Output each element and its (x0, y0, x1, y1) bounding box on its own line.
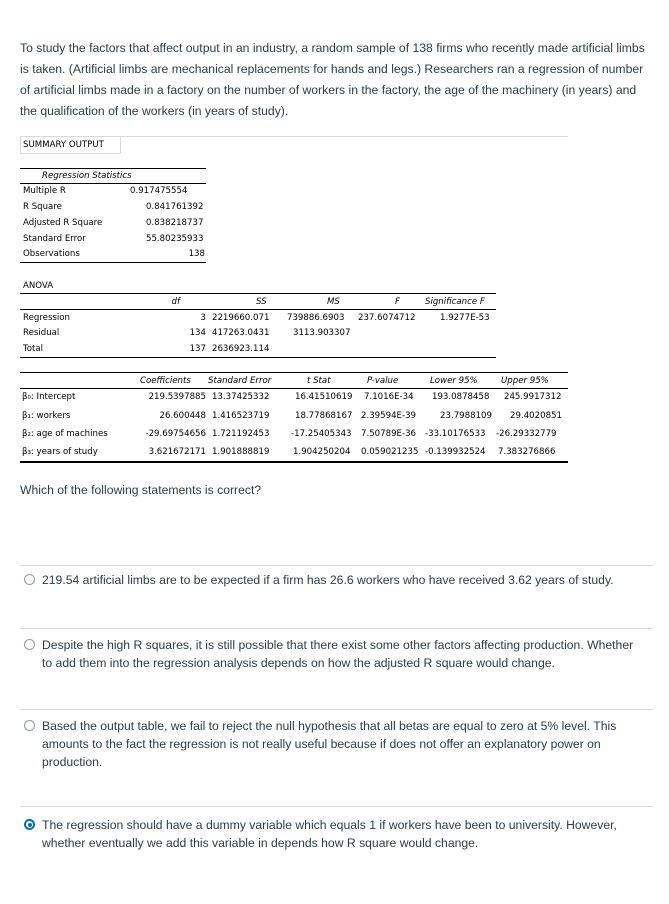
coef-upper: 29.4020851 (510, 411, 562, 421)
coef-header: Lower 95% (430, 376, 478, 386)
anova-title: ANOVA (23, 281, 54, 291)
reg-stat-label: Adjusted R Square (23, 218, 103, 228)
reg-stat-value: 0.917475554 (130, 186, 188, 196)
coef-upper: 7.383276866 (498, 447, 556, 457)
coef-se: 1.901888819 (212, 447, 270, 457)
answer-divider (20, 565, 653, 566)
anova-ss: 2219660.071 (212, 313, 270, 323)
anova-header: F (395, 297, 400, 307)
anova-row-label: Residual (23, 328, 60, 338)
coef-t: 1.904250204 (293, 447, 351, 457)
coef-header: Upper 95% (501, 376, 549, 386)
coef-header: Standard Error (208, 376, 272, 386)
anova-df: 3 (200, 313, 206, 323)
coef-p: 2.39594E-39 (361, 411, 417, 421)
coef-header: t Stat (307, 376, 331, 386)
regression-summary-output (20, 136, 568, 466)
coef-value: -29.69754656 (145, 429, 206, 439)
coef-value: 3.621672171 (148, 447, 206, 457)
reg-stat-label: Observations (23, 249, 80, 259)
coef-value: 26.600448 (159, 411, 206, 421)
anova-df: 134 (189, 328, 206, 338)
coef-p: 7.1016E-34 (364, 392, 414, 402)
coef-se: 1.416523719 (212, 411, 270, 421)
reg-stats-title: Regression Statistics (42, 171, 132, 181)
coef-value: 219.5397885 (148, 392, 206, 402)
radio-button[interactable] (24, 720, 35, 731)
reg-stat-value: 0.838218737 (146, 218, 204, 228)
anova-header: Significance F (425, 297, 485, 307)
answer-divider (20, 628, 653, 629)
reg-stat-value: 55.80235933 (146, 234, 204, 244)
answer-divider (20, 806, 653, 807)
coef-row-label: β₀: Intercept (22, 392, 76, 402)
reg-stat-label: Multiple R (23, 186, 66, 196)
coef-t: 16.41510619 (295, 392, 353, 402)
coef-row-label: β₃: years of study (22, 447, 98, 457)
answer-text: 219.54 artificial limbs are to be expected if a firm has 26.6 workers who have received 3.62 years of study. (42, 573, 614, 587)
reg-stat-label: Standard Error (23, 234, 86, 244)
reg-stat-value: 0.841761392 (146, 202, 204, 212)
radio-button[interactable] (24, 574, 35, 585)
coef-se: 1.721192453 (212, 429, 270, 439)
radio-button-selected[interactable] (24, 819, 35, 830)
coef-t: 18.77868167 (295, 411, 353, 421)
anova-f: 237.6074712 (358, 313, 416, 323)
anova-ms: 3113.903307 (293, 328, 351, 338)
coef-row-label: β₂: age of machines (22, 429, 108, 439)
anova-header: df (171, 297, 180, 307)
coef-se: 13.37425332 (212, 392, 270, 402)
coef-lower: -0.139932524 (425, 447, 486, 457)
question-prompt: Which of the following statements is correct? (20, 483, 262, 497)
coef-lower: 23.7988109 (440, 411, 492, 421)
anova-sig: 1.9277E-53 (440, 313, 490, 323)
coef-header: P-value (367, 376, 399, 386)
answer-text: Despite the high R squares, it is still possible that there exist some other factors affecting production. Whether to add them into the regression analysis depends on how the adjusted R square would change. (42, 638, 634, 670)
answer-option-4[interactable] (24, 816, 634, 852)
coef-t: -17.25405343 (291, 429, 352, 439)
coef-header: Coefficients (140, 376, 191, 386)
answer-text: Based the output table, we fail to reject the null hypothesis that all betas are equal to zero at 5% level. This amounts to the fact the regression is not really useful because if does not offer an explanatory power on production. (42, 719, 617, 769)
coef-row-label: β₁: workers (22, 411, 71, 421)
coef-lower: 193.0878458 (432, 392, 490, 402)
anova-header: SS (256, 297, 267, 307)
answer-option-3[interactable] (24, 717, 634, 771)
answer-divider (20, 709, 653, 710)
reg-stat-value: 138 (188, 249, 205, 259)
coef-upper: 245.9917312 (504, 392, 562, 402)
reg-stat-label: R Square (23, 202, 62, 212)
anova-row-label: Regression (23, 313, 71, 323)
anova-header: MS (327, 297, 340, 307)
coef-lower: -33.10176533 (425, 429, 486, 439)
coef-upper: -26.29332779 (496, 429, 557, 439)
anova-ss: 2636923.114 (212, 344, 270, 354)
coef-p: 7.50789E-36 (361, 429, 417, 439)
anova-row-label: Total (23, 344, 44, 354)
coef-p: 0.059021235 (361, 447, 419, 457)
answer-option-2[interactable] (24, 636, 634, 672)
question-intro-text: To study the factors that affect output in an industry, a random sample of 138 firms who recently made artificial limbs is taken. (Artificial limbs are mechanical replacements for hands and legs.) Researchers ran a regression of number of artificial limbs made in a factory on the number of workers in the factory, the age of the machinery (in years) and the qualification of the workers (in years of study). (20, 41, 645, 118)
answer-option-1[interactable] (24, 571, 634, 589)
anova-ms: 739886.6903 (287, 313, 345, 323)
anova-ss: 417263.0431 (212, 328, 270, 338)
anova-df: 137 (189, 344, 206, 354)
radio-button[interactable] (24, 639, 35, 650)
answer-text: The regression should have a dummy variable which equals 1 if workers have been to university. However, whether eventually we add this variable in depends how R square would change. (42, 818, 617, 850)
summary-title: SUMMARY OUTPUT (23, 140, 104, 150)
